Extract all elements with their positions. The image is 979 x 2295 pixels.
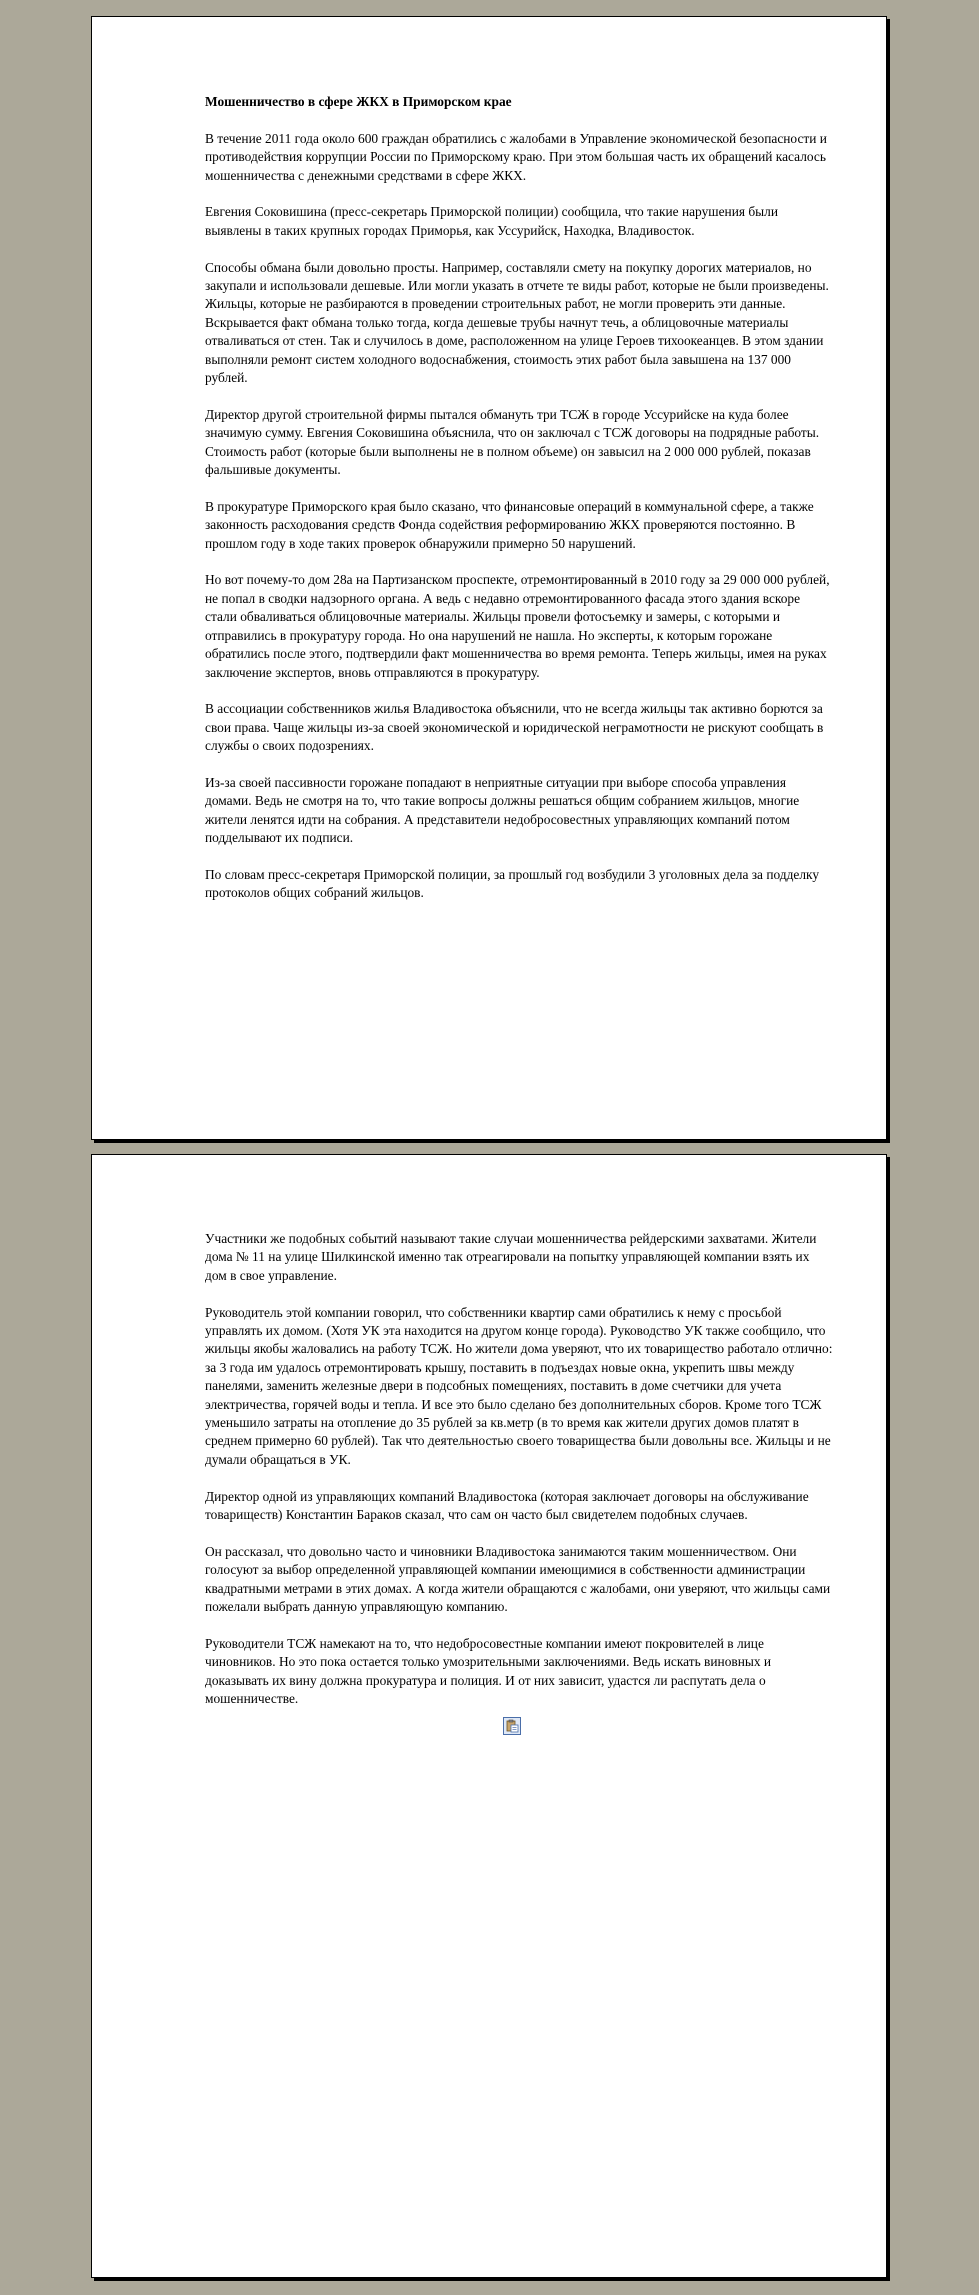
page-1-content[interactable] [205, 93, 833, 921]
paragraph-12: Директор одной из управляющих компаний Владивостока (которая заключает договоры на обслуживание товариществ) Константин Бараков сказал, что сам он часто был свидетелем подобных случаев. [205, 1488, 809, 1523]
paragraph-10: Участники же подобных событий называют такие случаи мошенничества рейдерскими захватами. Жители дома № 11 на улице Шилкинской именно так отреагировали на попытку управляющей компании взять их дом в свое управление. [205, 1231, 817, 1283]
paragraph-14: Руководители ТСЖ намекают на то, что недобросовестные компании имеют покровителей в лице чиновников. Но это пока остается только умозрительными заключениями. Ведь искать виновных и доказывать их вину должна прокуратура и полиция. И от них зависит, удастся ли распутать дела о мошенничестве. [205, 1635, 772, 1707]
document-page-1 [91, 16, 887, 1140]
page-2-content[interactable] [205, 1230, 833, 1745]
paragraph-6: Но вот почему-то дом 28а на Партизанском проспекте, отремонтированный в 2010 году за 29 000 000 рублей, не попал в сводки надзорного органа. А ведь с недавно отремонтированного фасада этого здания вскоре стали обваливаться облицовочные материалы. Жильцы провели фотосъемку и замеры, с которыми и отправились в прокуратуру города. Но она нарушений не нашла. Но эксперты, к которым горожане обратились после этого, подтвердили факт мошенничества во время ремонта. Теперь жильцы, имея на руках заключение экспертов, вновь отправляются в прокуратуру. [205, 572, 830, 680]
paragraph-4: Директор другой строительной фирмы пытался обмануть три ТСЖ в городе Уссурийске на куда более значимую сумму. Евгения Соковишина объяснила, что он заключал с ТСЖ договоры на подрядные работы. Стоимость работ (которые были выполнены не в полном объеме) он завысил на 2 000 000 рублей, показав фальшивые документы. [205, 406, 820, 478]
paragraph-7: В ассоциации собственников жилья Владивостока объяснили, что не всегда жильцы так активно борются за свои права. Чаще жильцы из-за своей экономической и юридической неграмотности не рискуют сообщать в службы о своих подозрениях. [205, 701, 824, 754]
paragraph-2: Евгения Соковишина (пресс-секретарь Приморской полиции) сообщила, что такие нарушения были выявлены в таких крупных городах Приморья, как Уссурийск, Находка, Владивосток. [205, 204, 779, 238]
document-title: Мошенничество в сфере ЖКХ в Приморском крае [205, 94, 512, 109]
clipboard-paste-icon[interactable] [503, 1717, 521, 1735]
paragraph-8: Из-за своей пассивности горожане попадают в неприятные ситуации при выборе способа управления домами. Ведь не смотря на то, что такие вопросы должны решаться общим собранием жильцов, многие жители ленятся идти на собрания. А представители недобросовестных управляющих компаний потом подделывают их подписи. [205, 774, 800, 846]
paragraph-13: Он рассказал, что довольно часто и чиновники Владивостока занимаются таким мошенничеством. Они голосуют за выбор определенной управляющей компании имеющимися в собственности администрации квадратными метрами в этих домах. А когда жители обращаются с жалобами, они уверяют, что жильцы сами пожелали выбрать данную управляющую компанию. [205, 1543, 831, 1615]
paragraph-5: В прокуратуре Приморского края было сказано, что финансовые операций в коммунальной сфере, а также законность расходования средств Фонда содействия реформированию ЖКХ проверяются постоянно. В прошлом году в ходе таких проверок обнаружили примерно 50 нарушений. [205, 498, 814, 551]
paragraph-1: В течение 2011 года около 600 граждан обратились с жалобами в Управление экономической безопасности и противодействия коррупции России по Приморскому краю. При этом большая часть их обращений касалось мошенничества с денежными средствами в сфере ЖКХ. [205, 130, 827, 183]
paragraph-9: По словам пресс-секретаря Приморской полиции, за прошлый год возбудили 3 уголовных дела за подделку протоколов общих собраний жильцов. [205, 866, 820, 901]
document-page-2 [91, 1154, 887, 2278]
paragraph-3: Способы обмана были довольно просты. Например, составляли смету на покупку дорогих материалов, но закупали и использовали дешевые. Или могли указать в отчете те виды работ, которые не были произведены. Жильцы, которые не разбираются в проведении строительных работ, не могли проверить эти данные. Вскрывается факт обмана только тогда, когда дешевые трубы начнут течь, а облицовочные материалы отваливаться от стен. Так и случилось в доме, расположенном на улице Героев тихоокеанцев. В этом здании выполняли ремонт систем холодного водоснабжения, стоимость этих работ была завышена на 137 000 рублей. [205, 259, 829, 386]
paragraph-11: Руководитель этой компании говорил, что собственники квартир сами обратились к нему с просьбой управлять их домом. (Хотя УК эта находится на другом конце города). Руководство УК также сообщило, что жильцы якобы жаловались на работу ТСЖ. Но жители дома уверяют, что их товарищество работало отлично: за 3 года им удалось отремонтировать крышу, поставить в подъездах новые окна, укрепить швы между панелями, заменить железные двери в подсобных помещениях, поставить в доме счетчики для учета электричества, горячей воды и тепла. И все это было сделано без дополнительных сборов. Кроме того ТСЖ уменьшило затраты на отопление до 35 рублей за кв.метр (в то время как жители других домов платят в среднем примерно 60 рублей). Так что деятельностью своего товарищества были довольны все. Жильцы и не думали обращаться в УК. [205, 1304, 833, 1467]
